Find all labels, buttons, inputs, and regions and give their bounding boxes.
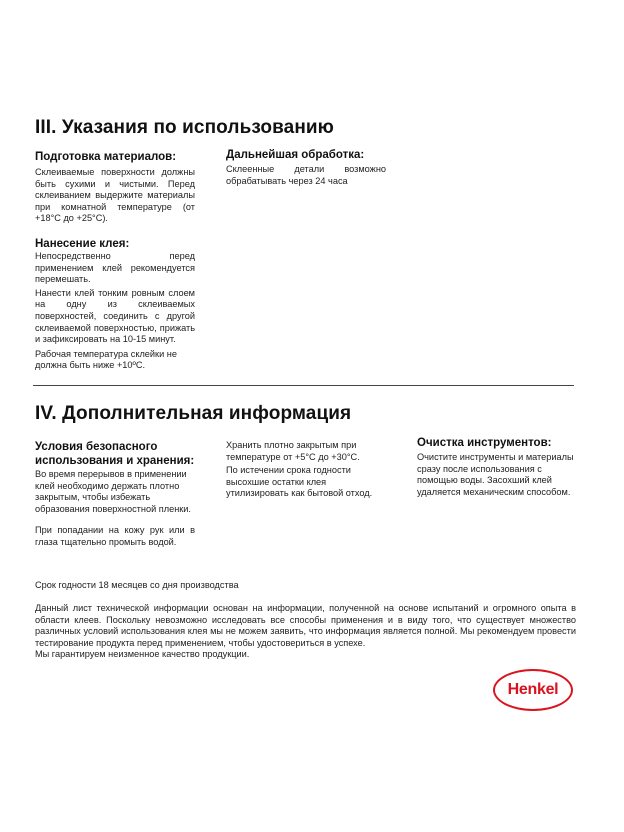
apply-text-3: Рабочая температура склейки не должна быть ниже +10ºС. <box>35 348 177 371</box>
apply-heading: Нанесение клея: <box>35 238 130 250</box>
safety-heading: Условия безопасного использования и хранения: <box>35 441 195 467</box>
storage-text-2: По истечении срока годности высохшие остатки клея утилизировать как бытовой отход. <box>226 465 373 499</box>
henkel-logo <box>493 669 573 711</box>
guarantee-text: Мы гарантируем неизменное качество продукции. <box>35 649 250 659</box>
section-divider <box>33 385 574 386</box>
cleaning-block <box>417 436 579 498</box>
logo-text: Henkel <box>507 681 559 698</box>
apply-block <box>35 237 195 372</box>
cleaning-text: Очистите инструменты и материалы сразу после использования с помощью воды. Засохший клей удаляется механическим способом. <box>417 452 574 497</box>
prep-block <box>35 150 195 225</box>
safety-block <box>35 440 195 549</box>
shelf-life-text: Срок годности 18 месяцев со дня производства <box>35 580 239 590</box>
safety-text-2: При попадании на кожу рук или в глаза тщательно промыть водой. <box>35 525 195 547</box>
further-heading: Дальнейшая обработка: <box>226 149 365 161</box>
section-3-title: III. Указания по использованию <box>35 117 335 138</box>
disclaimer-text: Данный лист технической информации основан на информации, полученной на основе испытаний и огромного опыта в области клеев. Поскольку невозможно исследовать все способы применения и в виду того, что существует множество различных условий использования клея мы не можем заявить, что информация является полной. Мы рекомендуем провести тестирование продукта перед применением, чтобы удостовериться в успехе. <box>35 603 576 648</box>
cleaning-heading: Очистка инструментов: <box>417 437 552 449</box>
logo-oval <box>493 669 573 711</box>
apply-text-2: Нанести клей тонким ровным слоем на одну из склеиваемых поверхностей, соединить с другой склеиваемой поверхностью, прижать и зафиксировать на 10-15 минут. <box>35 287 195 345</box>
prep-text: Склеиваемые поверхности должны быть сухими и чистыми. Перед склеиванием выдержите материалы при комнатной температуре (от +18°С до +25°С). <box>35 167 195 224</box>
apply-text-1: Непосредственно перед применением клей рекомендуется перемешать. <box>35 251 195 285</box>
storage-text-1: Хранить плотно закрытым при температуре от +5°С до +30°С. <box>226 440 360 462</box>
further-text: Склеенные детали возможно обрабатывать через 24 часа <box>226 164 386 186</box>
section-4-title: IV. Дополнительная информация <box>35 403 352 424</box>
storage-block <box>226 440 386 500</box>
prep-heading: Подготовка материалов: <box>35 151 177 163</box>
safety-text-1: Во время перерывов в применении клей необходимо держать плотно закрытым, чтобы избежать образования поверхностной пленки. <box>35 469 191 514</box>
further-block <box>226 148 386 187</box>
